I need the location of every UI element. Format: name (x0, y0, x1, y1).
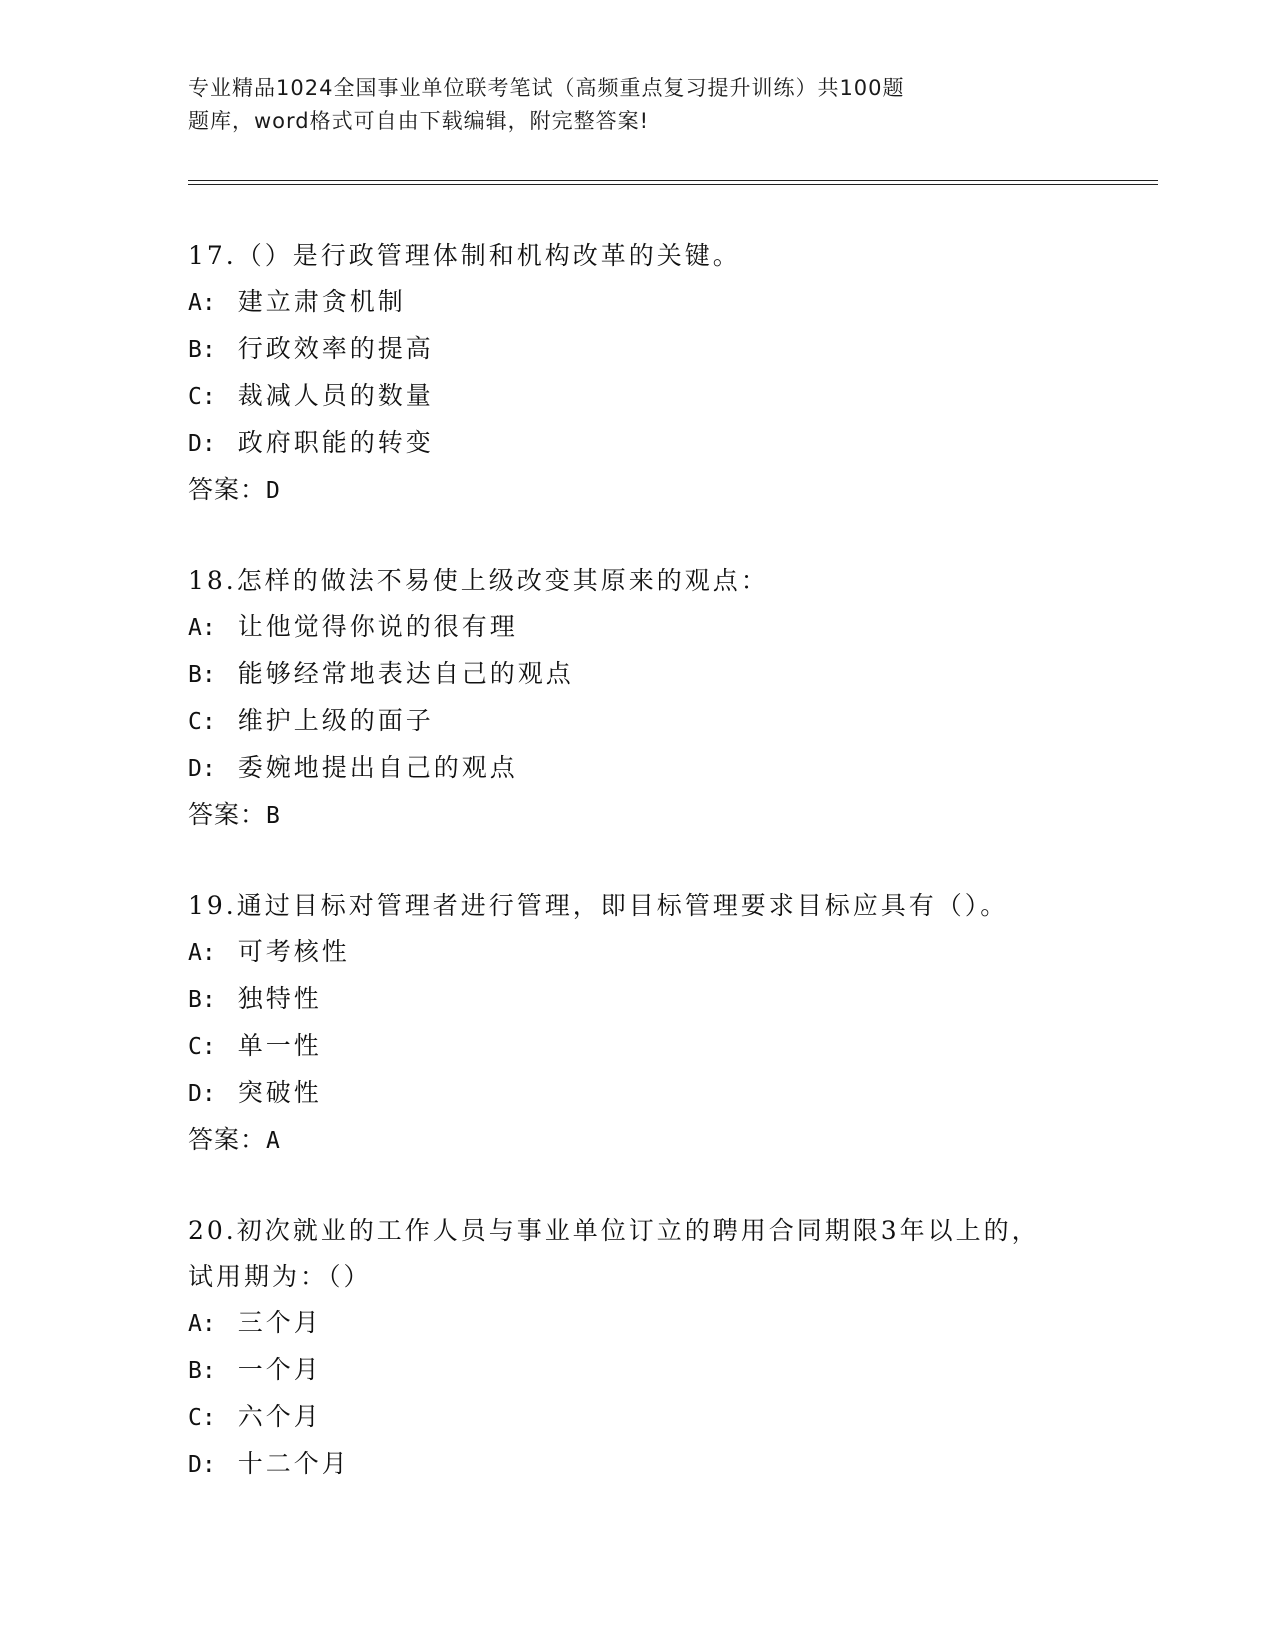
option-text: 建立肃贪机制 (237, 287, 406, 316)
answer-line (188, 1117, 1148, 1164)
document-header (188, 72, 1018, 138)
question-stem-continued: 试用期为：（） (188, 1262, 372, 1291)
answer-line (188, 792, 1148, 839)
answer-label: 答案： (188, 1125, 267, 1154)
option-letter: D: (188, 431, 216, 457)
answer-label: 答案： (188, 800, 267, 829)
option-letter: C: (188, 384, 216, 410)
question-17 (188, 233, 1148, 514)
option-letter: C: (188, 1405, 216, 1431)
question-19 (188, 883, 1148, 1164)
option-text: 三个月 (237, 1308, 322, 1337)
option-text: 委婉地提出自己的观点 (237, 753, 518, 782)
header-divider-top (188, 180, 1158, 181)
option-letter: C: (188, 709, 216, 735)
option-b[interactable] (188, 1347, 1148, 1394)
question-stem: 19.通过目标对管理者进行管理，即目标管理要求目标应具有（）。 (188, 891, 1009, 920)
option-letter: B: (188, 987, 216, 1013)
option-d[interactable] (188, 420, 1148, 467)
answer-line (188, 467, 1148, 514)
option-c[interactable] (188, 1023, 1148, 1070)
option-a[interactable] (188, 1300, 1148, 1347)
option-letter: D: (188, 1452, 216, 1478)
option-letter: D: (188, 1081, 216, 1107)
option-b[interactable] (188, 976, 1148, 1023)
option-c[interactable] (188, 698, 1148, 745)
option-letter: B: (188, 662, 216, 688)
option-a[interactable] (188, 604, 1148, 651)
option-letter: A: (188, 290, 216, 316)
answer-label: 答案： (188, 475, 267, 504)
option-text: 裁减人员的数量 (237, 381, 434, 410)
question-20 (188, 1208, 1148, 1488)
option-text: 一个月 (237, 1355, 322, 1384)
option-text: 行政效率的提高 (237, 334, 434, 363)
option-letter: A: (188, 1311, 216, 1337)
option-text: 独特性 (237, 984, 322, 1013)
question-18 (188, 558, 1148, 839)
header-divider-bottom (188, 184, 1158, 185)
option-letter: A: (188, 615, 216, 641)
option-letter: B: (188, 337, 216, 363)
option-letter: B: (188, 1358, 216, 1384)
option-b[interactable] (188, 651, 1148, 698)
option-text: 能够经常地表达自己的观点 (237, 659, 574, 688)
question-stem: 20.初次就业的工作人员与事业单位订立的聘用合同期限3年以上的， (188, 1216, 1040, 1245)
option-b[interactable] (188, 326, 1148, 373)
option-d[interactable] (188, 745, 1148, 792)
question-list (188, 233, 1148, 1532)
answer-value: B (266, 803, 281, 829)
option-text: 六个月 (237, 1402, 322, 1431)
option-letter: D: (188, 756, 216, 782)
question-stem: 18.怎样的做法不易使上级改变其原来的观点： (188, 566, 769, 595)
option-a[interactable] (188, 929, 1148, 976)
option-text: 可考核性 (237, 937, 350, 966)
option-a[interactable] (188, 279, 1148, 326)
option-d[interactable] (188, 1070, 1148, 1117)
option-text: 政府职能的转变 (237, 428, 434, 457)
option-c[interactable] (188, 1394, 1148, 1441)
answer-value: A (266, 1128, 281, 1154)
answer-value: D (266, 478, 281, 504)
question-stem: 17.（）是行政管理体制和机构改革的关键。 (188, 241, 741, 270)
option-text: 十二个月 (237, 1449, 350, 1478)
option-letter: C: (188, 1034, 216, 1060)
option-text: 维护上级的面子 (237, 706, 434, 735)
option-letter: A: (188, 940, 216, 966)
option-d[interactable] (188, 1441, 1148, 1488)
option-text: 单一性 (237, 1031, 322, 1060)
option-text: 让他觉得你说的很有理 (237, 612, 518, 641)
header-line-2: 题库，word格式可自由下载编辑，附完整答案! (188, 109, 650, 133)
header-line-1: 专业精品1024全国事业单位联考笔试（高频重点复习提升训练）共100题 (188, 76, 905, 100)
option-text: 突破性 (237, 1078, 322, 1107)
option-c[interactable] (188, 373, 1148, 420)
